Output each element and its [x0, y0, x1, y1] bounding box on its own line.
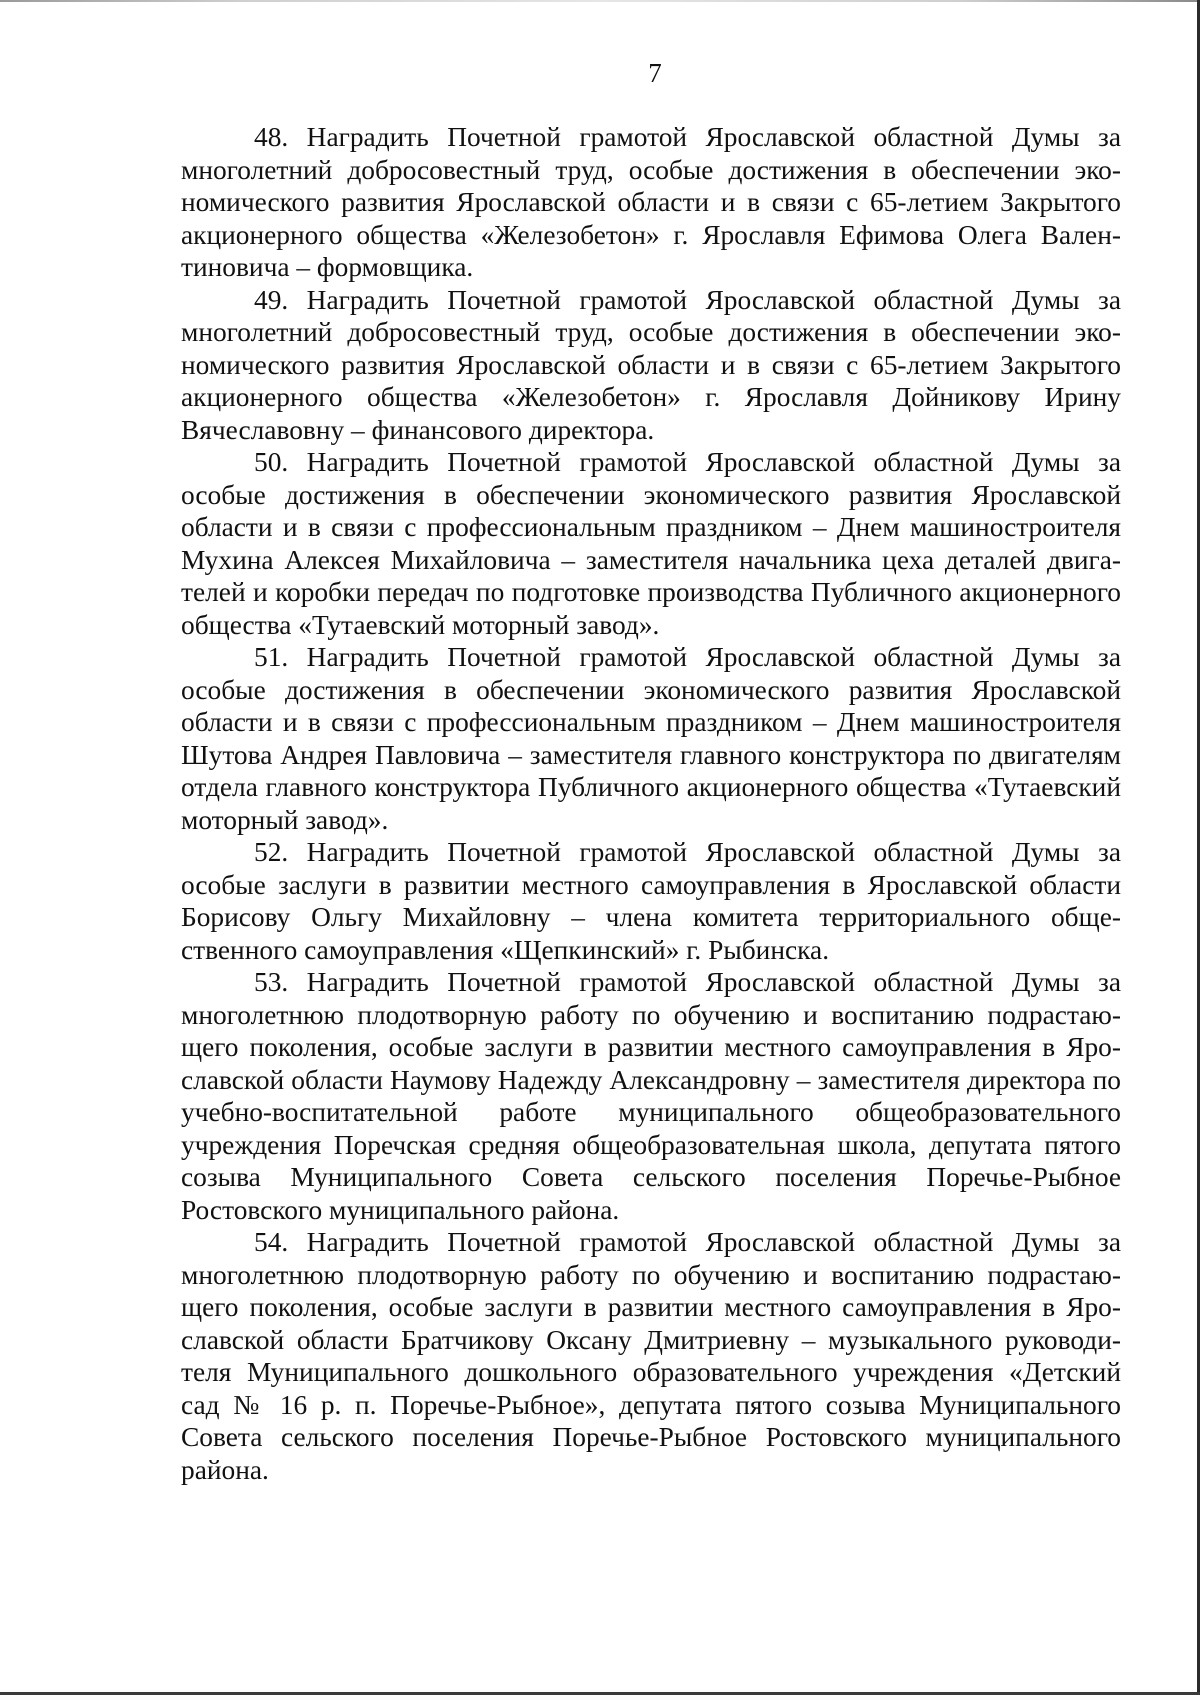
paragraph-50: 50. Наградить Почетной грамотой Ярославской областной Думы за особые достижения в обеспечении экономического развития Ярославской области и в связи с профессиональным праздником – Днем машиностроителя Мухина Алексея Михайловича – заместителя начальника цеха деталей двигателей и коробки передач по подготовке производства Публичного акционерного общества «Тутаевский моторный завод». — [181, 447, 1121, 640]
paragraph-51: 51. Наградить Почетной грамотой Ярославской областной Думы за особые достижения в обеспечении экономического развития Ярославской области и в связи с профессиональным праздником – Днем машиностроителя Шутова Андрея Павловича – заместителя главного конструктора по двигателям отдела главного конструктора Публичного акционерного общества «Тутаевский моторный завод». — [181, 642, 1121, 835]
document-body — [181, 121, 1121, 1486]
paragraph-48: 48. Наградить Почетной грамотой Ярославской областной Думы за многолетний добросовестный труд, особые достижения в обеспечении экономического развития Ярославской области и в связи с 65-летием Закрытого акционерного общества «Железобетон» г. Ярославля Ефимова Олега Валентиновича – формовщика. — [181, 122, 1121, 282]
paragraph-54: 54. Наградить Почетной грамотой Ярославской областной Думы за многолетнюю плодотворную работу по обучению и воспитанию подрастающего поколения, особые заслуги в развитии местного самоуправления в Ярославской области Братчикову Оксану Дмитриевну – музыкального руководителя Муниципального дошкольного образовательного учреждения «Детский сад № 16 р. п. Поречье-Рыбное», депутата пятого созыва Муниципального Совета сельского поселения Поречье-Рыбное Ростовского муниципального района. — [181, 1227, 1121, 1485]
paragraph-52: 52. Наградить Почетной грамотой Ярославской областной Думы за особые заслуги в развитии местного самоуправления в Ярославской области Борисову Ольгу Михайловну – члена комитета территориального общественного самоуправления «Щепкинский» г. Рыбинска. — [181, 837, 1121, 965]
scan-edge-top — [0, 0, 1200, 2]
page-number: 7 — [648, 58, 662, 88]
paragraph-49: 49. Наградить Почетной грамотой Ярославской областной Думы за многолетний добросовестный труд, особые достижения в обеспечении экономического развития Ярославской области и в связи с 65-летием Закрытого акционерного общества «Железобетон» г. Ярославля Дойникову Ирину Вячеславовну – финансового директора. — [181, 284, 1121, 445]
paragraph-53: 53. Наградить Почетной грамотой Ярославской областной Думы за многолетнюю плодотворную работу по обучению и воспитанию подрастающего поколения, особые заслуги в развитии местного самоуправления в Ярославской области Наумову Надежду Александровну – заместителя директора по учебно-воспитательной работе муниципального общеобразовательного учреждения Поречская средняя общеобразовательная школа, депутата пятого созыва Муниципального Совета сельского поселения Поречье-Рыбное Ростовского муниципального района. — [181, 967, 1121, 1225]
